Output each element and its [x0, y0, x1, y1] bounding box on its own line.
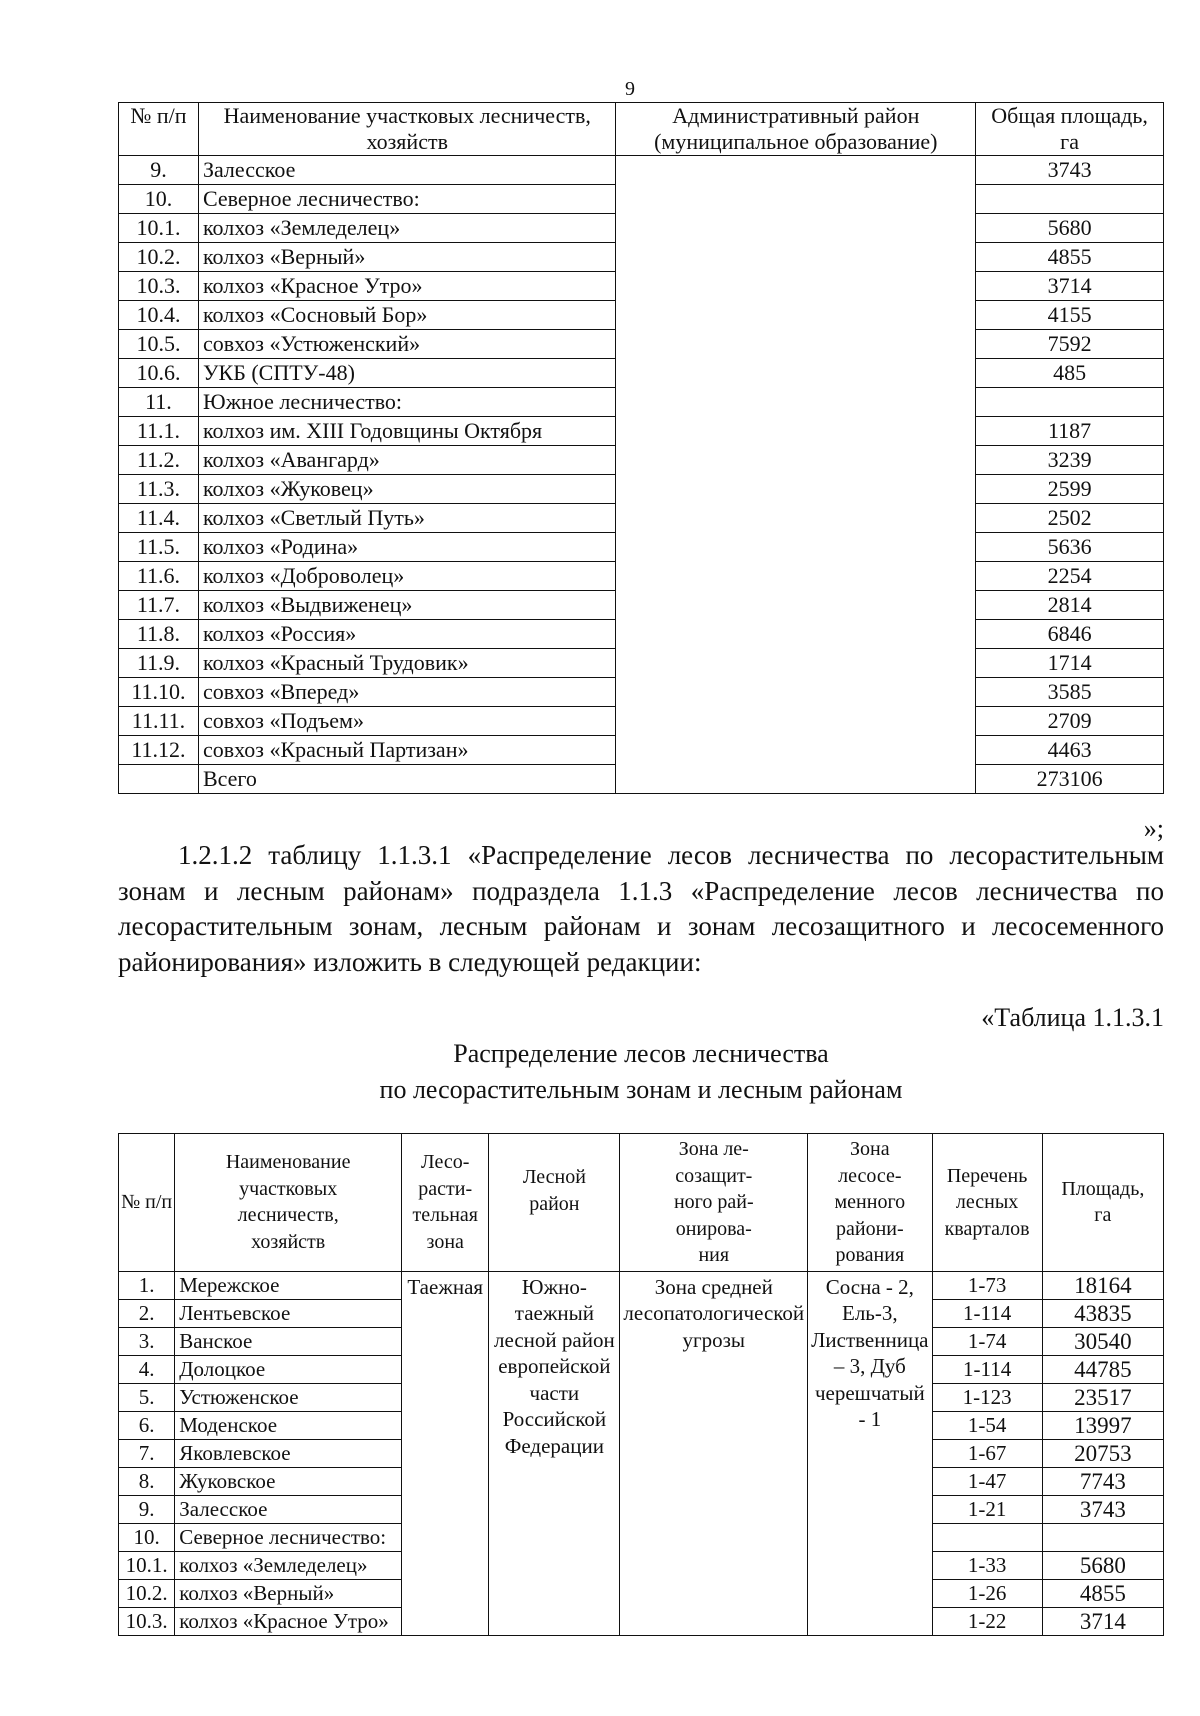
row-name: колхоз «Родина» [198, 533, 616, 562]
row-num [119, 765, 199, 794]
header-name: Наименование участковых лесничеств, хозяйств [198, 103, 616, 156]
row-area: 20753 [1042, 1439, 1163, 1467]
row-num: 11.6. [119, 562, 199, 591]
row-num: 4. [119, 1355, 175, 1383]
row-area: 2502 [976, 504, 1164, 533]
row-name: Залесское [198, 156, 616, 185]
row-area: 3743 [976, 156, 1164, 185]
row-num: 11.3. [119, 475, 199, 504]
row-quarters [932, 1523, 1042, 1551]
row-name: Устюженское [175, 1383, 402, 1411]
page-number: 9 [625, 78, 635, 100]
closing-quote: »; [1143, 814, 1164, 843]
row-name: колхоз «Верный» [175, 1579, 402, 1607]
row-num: 3. [119, 1327, 175, 1355]
row-area: 485 [976, 359, 1164, 388]
row-name: колхоз им. XIII Годовщины Октября [198, 417, 616, 446]
row-num: 10.5. [119, 330, 199, 359]
row-name: Залесское [175, 1495, 402, 1523]
row-quarters: 1-21 [932, 1495, 1042, 1523]
row-num: 10.4. [119, 301, 199, 330]
row-name: колхоз «Жуковец» [198, 475, 616, 504]
row-area: 44785 [1042, 1355, 1163, 1383]
row-num: 10.2. [119, 1579, 175, 1607]
row-quarters: 1-73 [932, 1271, 1042, 1299]
row-num: 2. [119, 1299, 175, 1327]
row-area: 1187 [976, 417, 1164, 446]
row-name: Северное лесничество: [198, 185, 616, 214]
row-area: 18164 [1042, 1271, 1163, 1299]
row-name: совхоз «Подъем» [198, 707, 616, 736]
row-num: 11.12. [119, 736, 199, 765]
row-name: колхоз «Светлый Путь» [198, 504, 616, 533]
row-name: колхоз «Сосновый Бор» [198, 301, 616, 330]
row-num: 11.11. [119, 707, 199, 736]
t2-header-quarters: Перечень лесных кварталов [932, 1134, 1042, 1272]
row-name: Долоцкое [175, 1355, 402, 1383]
row-num: 11.10. [119, 678, 199, 707]
row-area: 1714 [976, 649, 1164, 678]
row-name: колхоз «Доброволец» [198, 562, 616, 591]
amendment-paragraph: 1.2.1.2 таблицу 1.1.3.1 «Распределение лесов лесничества по лесорастительным зонам и лесным районам» подраздела 1.1.3 «Распределение лесов лесничества по лесорастительным зонам, лесным районам и зонам лесозащитного и лесосеменного районирования» изложить в следующей редакции: [118, 840, 1164, 977]
row-area: 4155 [976, 301, 1164, 330]
row-area: 3743 [1042, 1495, 1163, 1523]
row-num: 11.8. [119, 620, 199, 649]
header-area: Общая площадь, га [976, 103, 1164, 156]
row-num: 11.4. [119, 504, 199, 533]
table-row [119, 156, 1164, 185]
row-name: Северное лесничество: [175, 1523, 402, 1551]
row-num: 10. [119, 185, 199, 214]
row-name: Лентьевское [175, 1299, 402, 1327]
row-num: 10.1. [119, 1551, 175, 1579]
merged-forest-region: Южно-таежный лесной район европейской части Российской Федерации [489, 1271, 620, 1635]
row-name: Жуковское [175, 1467, 402, 1495]
row-name: Мережское [175, 1271, 402, 1299]
row-name: совхоз «Вперед» [198, 678, 616, 707]
row-num: 9. [119, 156, 199, 185]
row-area: 6846 [976, 620, 1164, 649]
row-area: 5680 [976, 214, 1164, 243]
row-num: 10.3. [119, 1607, 175, 1635]
row-quarters: 1-54 [932, 1411, 1042, 1439]
row-num: 11. [119, 388, 199, 417]
table-row [119, 1271, 1164, 1299]
row-num: 8. [119, 1467, 175, 1495]
row-name: колхоз «Выдвиженец» [198, 591, 616, 620]
row-area: 7743 [1042, 1467, 1163, 1495]
row-name: УКБ (СПТУ-48) [198, 359, 616, 388]
merged-seed-zone: Сосна - 2, Ель-3, Лиственница – 3, Дуб черешчатый - 1 [808, 1271, 932, 1635]
row-quarters: 1-22 [932, 1607, 1042, 1635]
t2-header-zone: Лесо- расти- тельная зона [402, 1134, 489, 1272]
row-num: 9. [119, 1495, 175, 1523]
row-area: 3585 [976, 678, 1164, 707]
row-quarters: 1-67 [932, 1439, 1042, 1467]
row-area: 43835 [1042, 1299, 1163, 1327]
row-district [616, 156, 976, 794]
row-area [1042, 1523, 1163, 1551]
table-title-line-2: по лесорастительным зонам и лесным районам [379, 1075, 903, 1104]
row-num: 1. [119, 1271, 175, 1299]
row-name: Моденское [175, 1411, 402, 1439]
row-quarters: 1-114 [932, 1355, 1042, 1383]
row-area: 3714 [976, 272, 1164, 301]
row-area: 273106 [976, 765, 1164, 794]
row-area: 13997 [1042, 1411, 1163, 1439]
table-title [118, 1036, 1164, 1108]
table-title-line-1: Распределение лесов лесничества [453, 1039, 829, 1068]
row-name: совхоз «Устюженский» [198, 330, 616, 359]
row-name: колхоз «Верный» [198, 243, 616, 272]
row-name: колхоз «Красное Утро» [175, 1607, 402, 1635]
row-area: 4463 [976, 736, 1164, 765]
row-name: колхоз «Красный Трудовик» [198, 649, 616, 678]
row-quarters: 1-123 [932, 1383, 1042, 1411]
row-area: 5636 [976, 533, 1164, 562]
row-num: 10.2. [119, 243, 199, 272]
row-name: Ванское [175, 1327, 402, 1355]
t2-header-protection-zone: Зона ле- созащит- ного рай- онирова- ния [620, 1134, 808, 1272]
t2-header-name: Наименование участковых лесничеств, хозяйств [175, 1134, 402, 1272]
row-quarters: 1-33 [932, 1551, 1042, 1579]
row-name: Всего [198, 765, 616, 794]
row-name: Яковлевское [175, 1439, 402, 1467]
row-name: колхоз «Россия» [198, 620, 616, 649]
row-quarters: 1-47 [932, 1467, 1042, 1495]
row-name: колхоз «Красное Утро» [198, 272, 616, 301]
row-area: 3239 [976, 446, 1164, 475]
row-quarters: 1-74 [932, 1327, 1042, 1355]
row-area: 2709 [976, 707, 1164, 736]
row-num: 6. [119, 1411, 175, 1439]
row-name: колхоз «Земледелец» [175, 1551, 402, 1579]
t2-header-area: Площадь, га [1042, 1134, 1163, 1272]
row-area: 4855 [1042, 1579, 1163, 1607]
row-area [976, 388, 1164, 417]
row-name: колхоз «Авангард» [198, 446, 616, 475]
row-name: совхоз «Красный Партизан» [198, 736, 616, 765]
header-num: № п/п [119, 103, 199, 156]
row-area: 2814 [976, 591, 1164, 620]
row-area: 2599 [976, 475, 1164, 504]
row-quarters: 1-114 [932, 1299, 1042, 1327]
row-area: 7592 [976, 330, 1164, 359]
row-num: 11.5. [119, 533, 199, 562]
row-area: 4855 [976, 243, 1164, 272]
row-area: 23517 [1042, 1383, 1163, 1411]
row-num: 11.9. [119, 649, 199, 678]
t2-header-num: № п/п [119, 1134, 175, 1272]
row-area: 5680 [1042, 1551, 1163, 1579]
row-area: 30540 [1042, 1327, 1163, 1355]
row-num: 10.6. [119, 359, 199, 388]
table-label: «Таблица 1.1.3.1 [981, 1003, 1164, 1032]
row-num: 5. [119, 1383, 175, 1411]
row-area [976, 185, 1164, 214]
merged-zone: Таежная [402, 1271, 489, 1635]
row-num: 10.3. [119, 272, 199, 301]
row-num: 11.1. [119, 417, 199, 446]
row-num: 11.2. [119, 446, 199, 475]
header-district: Административный район (муниципальное образование) [616, 103, 976, 156]
row-quarters: 1-26 [932, 1579, 1042, 1607]
t2-header-seed-zone: Зона лесосе- менного райони- рования [808, 1134, 932, 1272]
row-num: 11.7. [119, 591, 199, 620]
table-forestries-area [118, 102, 1164, 794]
row-num: 10.1. [119, 214, 199, 243]
row-area: 2254 [976, 562, 1164, 591]
row-name: колхоз «Земледелец» [198, 214, 616, 243]
row-name: Южное лесничество: [198, 388, 616, 417]
row-num: 7. [119, 1439, 175, 1467]
merged-protection-zone: Зона средней лесопатологической угрозы [620, 1271, 808, 1635]
row-area: 3714 [1042, 1607, 1163, 1635]
table-forest-zones [118, 1133, 1164, 1636]
row-num: 10. [119, 1523, 175, 1551]
t2-header-forest-region: Лесной район [489, 1134, 620, 1272]
